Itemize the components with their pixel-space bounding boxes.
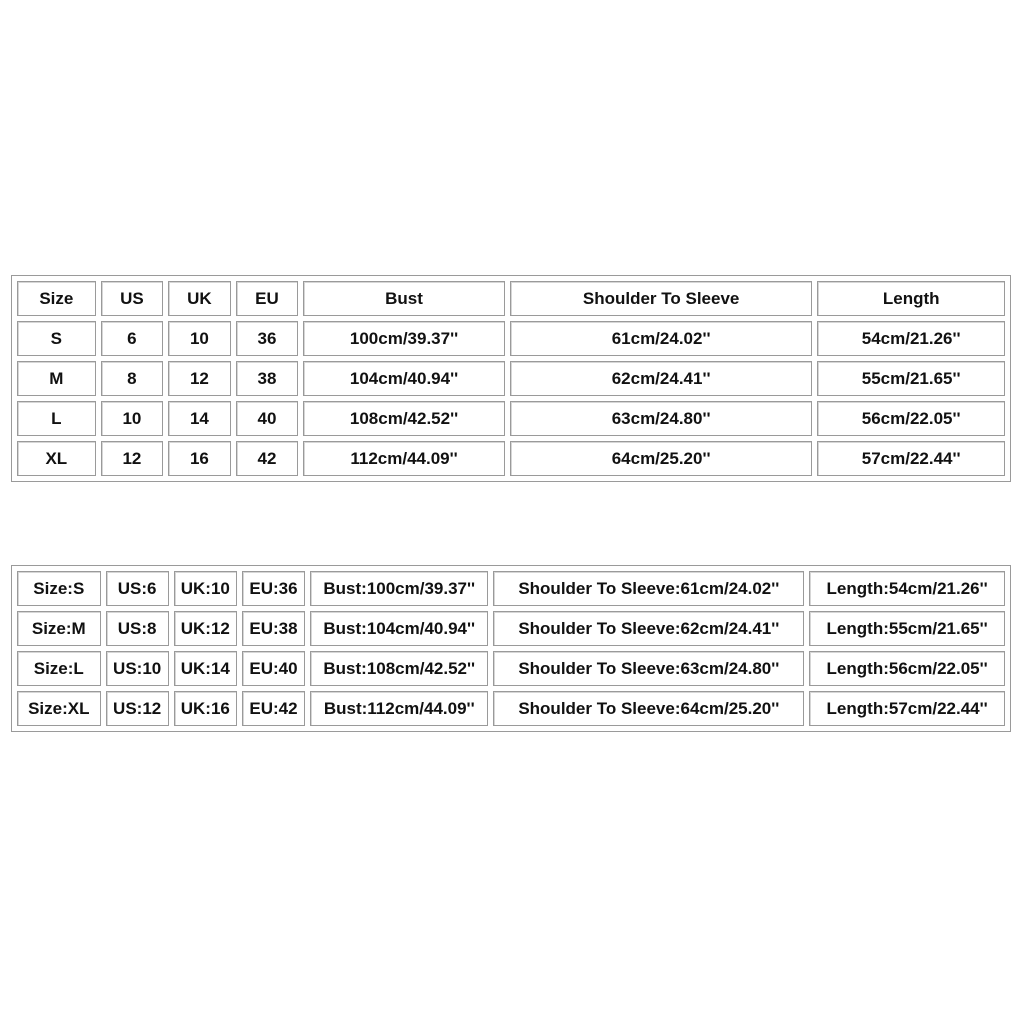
table-cell: S: [17, 321, 96, 356]
size-chart-table: [11, 275, 1011, 482]
table-cell: Shoulder To Sleeve:62cm/24.41'': [493, 611, 804, 646]
table-cell: XL: [17, 441, 96, 476]
table-cell: 10: [168, 321, 231, 356]
table-cell: Length:56cm/22.05'': [809, 651, 1005, 686]
table-cell: Bust:108cm/42.52'': [310, 651, 488, 686]
table-cell: 8: [101, 361, 164, 396]
header-cell: Length: [817, 281, 1005, 316]
table-cell: Shoulder To Sleeve:61cm/24.02'': [493, 571, 804, 606]
header-cell: UK: [168, 281, 231, 316]
table-cell: 54cm/21.26'': [817, 321, 1005, 356]
table-cell: Size:XL: [17, 691, 101, 726]
table-cell: Length:54cm/21.26'': [809, 571, 1005, 606]
table-cell: UK:14: [174, 651, 237, 686]
table-cell: 12: [168, 361, 231, 396]
table-cell: Size:L: [17, 651, 101, 686]
table-cell: 36: [236, 321, 299, 356]
table-cell: US:6: [106, 571, 169, 606]
table-row: [17, 611, 1005, 646]
table-cell: 56cm/22.05'': [817, 401, 1005, 436]
table-row: [17, 361, 1005, 396]
table-cell: Bust:100cm/39.37'': [310, 571, 488, 606]
table-cell: M: [17, 361, 96, 396]
table-cell: Bust:112cm/44.09'': [310, 691, 488, 726]
table-cell: EU:40: [242, 651, 305, 686]
table-cell: 14: [168, 401, 231, 436]
table-cell: UK:16: [174, 691, 237, 726]
table-cell: Shoulder To Sleeve:64cm/25.20'': [493, 691, 804, 726]
header-cell: Shoulder To Sleeve: [510, 281, 813, 316]
header-cell: EU: [236, 281, 299, 316]
table-cell: EU:38: [242, 611, 305, 646]
table-cell: EU:42: [242, 691, 305, 726]
header-cell: Bust: [303, 281, 505, 316]
table-cell: US:10: [106, 651, 169, 686]
table-cell: UK:10: [174, 571, 237, 606]
table-cell: 64cm/25.20'': [510, 441, 813, 476]
table-cell: 108cm/42.52'': [303, 401, 505, 436]
table-cell: 112cm/44.09'': [303, 441, 505, 476]
table-cell: 16: [168, 441, 231, 476]
table-cell: Shoulder To Sleeve:63cm/24.80'': [493, 651, 804, 686]
table-cell: 61cm/24.02'': [510, 321, 813, 356]
table-cell: 104cm/40.94'': [303, 361, 505, 396]
table-cell: 12: [101, 441, 164, 476]
table-row: [17, 321, 1005, 356]
table-cell: 62cm/24.41'': [510, 361, 813, 396]
table-row: [17, 691, 1005, 726]
table-cell: Length:57cm/22.44'': [809, 691, 1005, 726]
table-row: [17, 441, 1005, 476]
table-cell: Size:M: [17, 611, 101, 646]
table-cell: 40: [236, 401, 299, 436]
table-cell: EU:36: [242, 571, 305, 606]
table-cell: US:12: [106, 691, 169, 726]
table-cell: Length:55cm/21.65'': [809, 611, 1005, 646]
header-cell: US: [101, 281, 164, 316]
size-chart-labeled-table: [11, 565, 1011, 732]
table-cell: 38: [236, 361, 299, 396]
table-cell: Bust:104cm/40.94'': [310, 611, 488, 646]
table-cell: 63cm/24.80'': [510, 401, 813, 436]
table-cell: Size:S: [17, 571, 101, 606]
table-row: [17, 571, 1005, 606]
header-cell: Size: [17, 281, 96, 316]
table-cell: 57cm/22.44'': [817, 441, 1005, 476]
table-cell: L: [17, 401, 96, 436]
table-cell: US:8: [106, 611, 169, 646]
table-cell: 55cm/21.65'': [817, 361, 1005, 396]
table-cell: 10: [101, 401, 164, 436]
table-cell: UK:12: [174, 611, 237, 646]
table-row: [17, 401, 1005, 436]
table-row: [17, 651, 1005, 686]
table-cell: 42: [236, 441, 299, 476]
table-cell: 100cm/39.37'': [303, 321, 505, 356]
table-header-row: [17, 281, 1005, 316]
table-cell: 6: [101, 321, 164, 356]
